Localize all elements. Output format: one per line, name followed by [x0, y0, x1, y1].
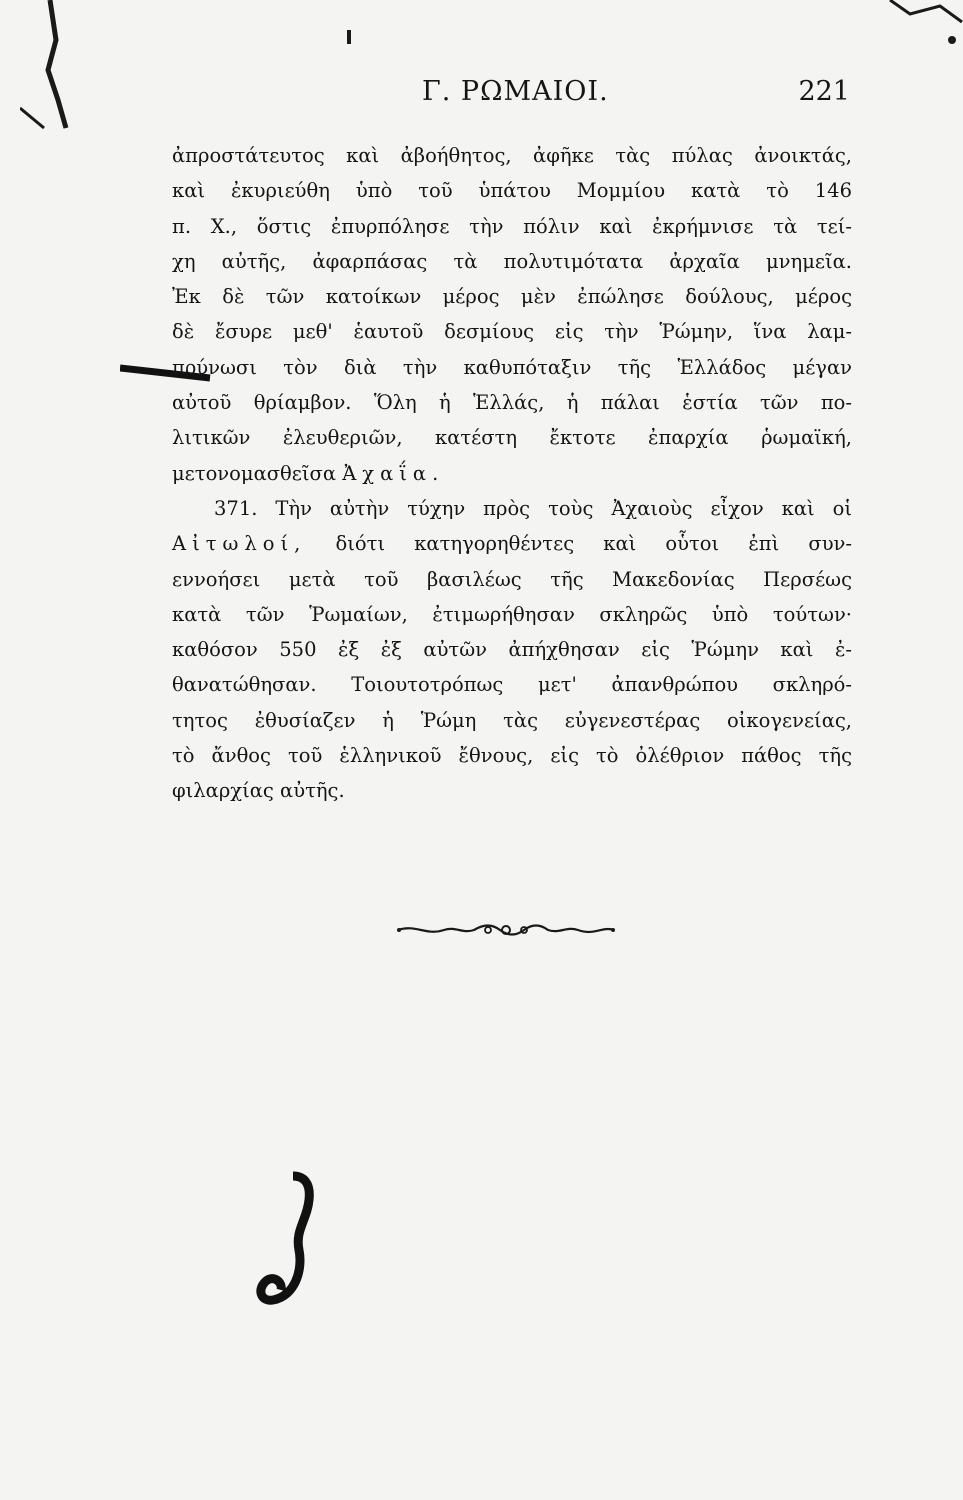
- text-line-paragraph-end: φιλαρχίας αὐτῆς.: [172, 779, 345, 803]
- margin-ink-dot: [344, 28, 354, 48]
- text-line: δὲ ἔσυρε μεθ' ἑαυτοῦ δεσμίους εἰς τὴν Ῥώμην, ἵνα λαμ-: [172, 320, 852, 344]
- text-line: τὸ ἄνθος τοῦ ἑλληνικοῦ ἔθνους, εἰς τὸ ὀλέθριον πάθος τῆς: [172, 744, 852, 768]
- tailpiece-ornament: [396, 920, 616, 940]
- text-line-section-start: [172, 491, 852, 526]
- text-line: καθόσον 550 ἐξ ἐξ αὐτῶν ἀπήχθησαν εἰς Ῥώμην καὶ ἐ-: [172, 638, 852, 662]
- body-text: [172, 138, 852, 809]
- page-number: 221: [798, 76, 850, 107]
- text-line: κατὰ τῶν Ῥωμαίων, ἐτιμωρήθησαν σκληρῶς ὑπὸ τούτων·: [172, 602, 852, 626]
- text-line: π. Χ., ὅστις ἐπυρπόλησε τὴν πόλιν καὶ ἐκρήμνισε τὰ τεί-: [172, 214, 852, 238]
- text-fragment: Τὴν αὐτὴν τύχην πρὸς τοὺς Ἀχαιοὺς εἶχον καὶ οἱ: [275, 496, 852, 520]
- text-line: πρύνωσι τὸν διὰ τὴν καθυπόταξιν τῆς Ἑλλάδος μέγαν: [172, 355, 852, 379]
- margin-ink-mark-top-right: [870, 0, 963, 50]
- text-line: αὐτοῦ θρίαμβον. Ὅλη ἡ Ἑλλάς, ἡ πάλαι ἑστία τῶν πο-: [172, 391, 852, 415]
- text-line: θανατώθησαν. Τοιουτοτρόπως μετ' ἀπανθρώπου σκληρό-: [172, 673, 852, 697]
- section-number: 371.: [214, 496, 258, 520]
- text-line: τητος ἐθυσίαζεν ἡ Ῥώμη τὰς εὐγενεστέρας οἰκογενείας,: [172, 708, 852, 732]
- text-line: εννοήσει μετὰ τοῦ βασιλέως τῆς Μακεδονίας Περσέως: [172, 567, 852, 591]
- spaced-term-aitoloi: Αἰτωλοί,: [172, 532, 307, 556]
- text-line: καὶ ἐκυριεύθη ὑπὸ τοῦ ὑπάτου Μομμίου κατὰ τὸ 146: [172, 179, 852, 203]
- text-line-paragraph-end: [172, 456, 852, 491]
- text-line: λιτικῶν ἐλευθεριῶν, κατέστη ἔκτοτε ἐπαρχία ῥωμαϊκή,: [172, 426, 852, 450]
- page-header: [0, 72, 963, 116]
- text-fragment: διότι κατηγορηθέντες καὶ οὗτοι ἐπὶ συν-: [335, 532, 853, 556]
- text-line: [172, 526, 852, 561]
- text-fragment: μετονομασθεῖσα: [172, 461, 343, 485]
- text-line: ἀπροστάτευτος καὶ ἀβοήθητος, ἀφῆκε τὰς πύλας ἀνοικτάς,: [172, 144, 852, 167]
- text-line: Ἐκ δὲ τῶν κατοίκων μέρος μὲν ἐπώλησε δούλους, μέρος: [172, 285, 852, 309]
- spaced-term-achaia: Ἀχαΐα.: [342, 461, 445, 485]
- running-title: Γ. ΡΩΜΑΙΟΙ.: [422, 76, 609, 107]
- text-line: χη αὐτῆς, ἀφαρπάσας τὰ πολυτιμότατα ἀρχαῖα μνημεῖα.: [172, 249, 852, 273]
- margin-ink-mark-bottom: [255, 1170, 335, 1310]
